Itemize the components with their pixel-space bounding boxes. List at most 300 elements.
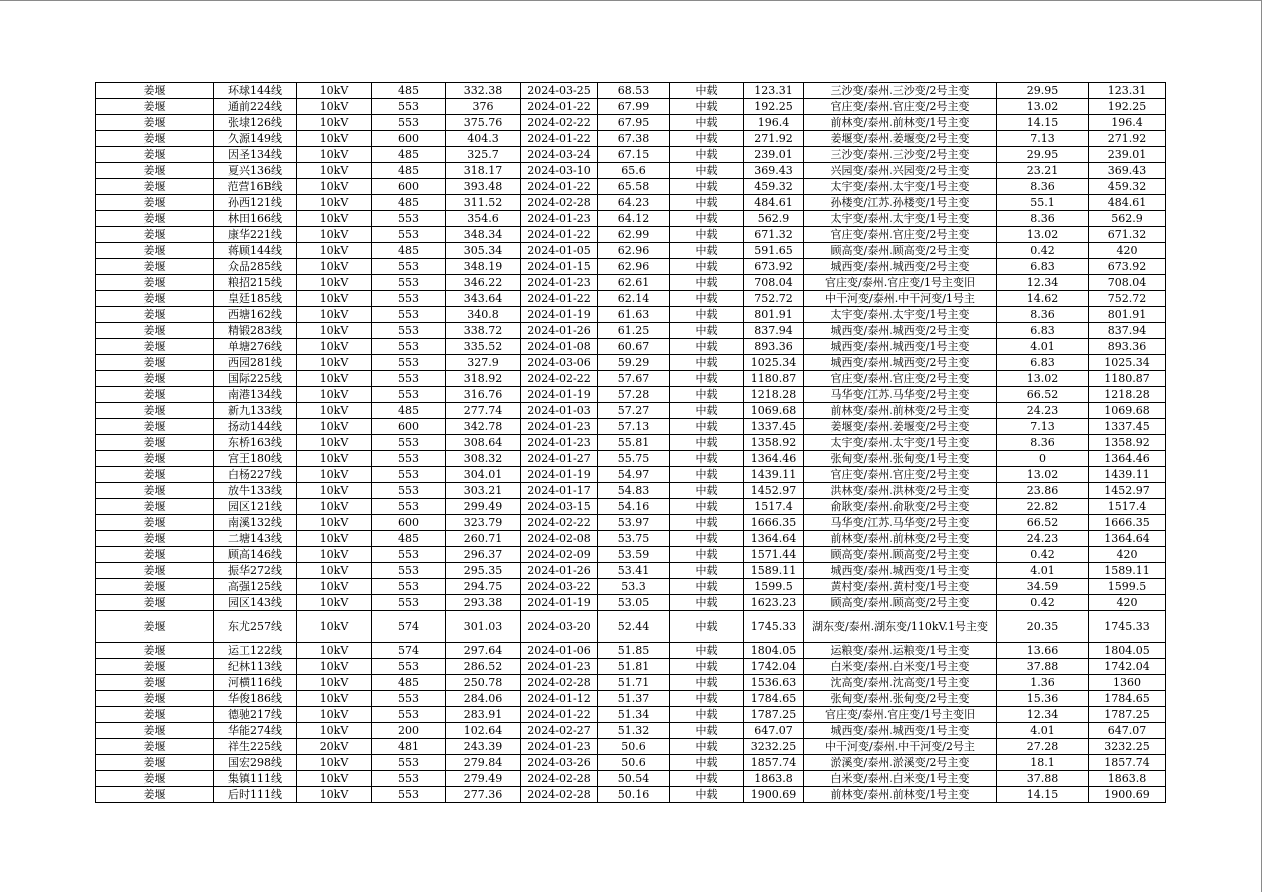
value-cell: 369.43	[744, 163, 804, 179]
area-cell: 姜堰	[96, 467, 214, 483]
max-current-cell: 283.91	[446, 707, 521, 723]
transformer-value-cell: 29.95	[997, 83, 1089, 99]
voltage-cell: 10kV	[297, 195, 372, 211]
feeder-name-cell: 东尤257线	[214, 611, 297, 643]
load-status-cell: 中载	[670, 547, 744, 563]
rated-current-cell: 553	[372, 595, 446, 611]
load-rate-cell: 53.05	[598, 595, 670, 611]
rated-current-cell: 553	[372, 707, 446, 723]
load-rate-cell: 62.14	[598, 291, 670, 307]
voltage-cell: 10kV	[297, 595, 372, 611]
area-cell: 姜堰	[96, 563, 214, 579]
load-rate-cell: 51.34	[598, 707, 670, 723]
table-row	[96, 787, 1166, 803]
max-current-cell: 316.76	[446, 387, 521, 403]
rated-current-cell: 553	[372, 467, 446, 483]
substation-transformer-cell: 城西变/泰州.城西变/2号主变	[804, 355, 997, 371]
substation-transformer-cell: 太宇变/泰州.太宇变/1号主变	[804, 307, 997, 323]
value-cell: 1745.33	[744, 611, 804, 643]
area-cell: 姜堰	[96, 755, 214, 771]
capacity-cell: 837.94	[1089, 323, 1166, 339]
substation-transformer-cell: 沈高变/泰州.沈高变/1号主变	[804, 675, 997, 691]
substation-transformer-cell: 前林变/泰州.前林变/1号主变	[804, 787, 997, 803]
table-row	[96, 659, 1166, 675]
voltage-cell: 10kV	[297, 771, 372, 787]
load-status-cell: 中载	[670, 339, 744, 355]
capacity-cell: 196.4	[1089, 115, 1166, 131]
value-cell: 1536.63	[744, 675, 804, 691]
value-cell: 1364.64	[744, 531, 804, 547]
max-current-cell: 296.37	[446, 547, 521, 563]
feeder-name-cell: 国宏298线	[214, 755, 297, 771]
feeder-name-cell: 宫王180线	[214, 451, 297, 467]
feeder-name-cell: 蒋顾144线	[214, 243, 297, 259]
voltage-cell: 10kV	[297, 291, 372, 307]
voltage-cell: 10kV	[297, 451, 372, 467]
rated-current-cell: 553	[372, 435, 446, 451]
rated-current-cell: 553	[372, 547, 446, 563]
feeder-name-cell: 华俊186线	[214, 691, 297, 707]
area-cell: 姜堰	[96, 115, 214, 131]
load-rate-cell: 54.83	[598, 483, 670, 499]
feeder-name-cell: 二塘143线	[214, 531, 297, 547]
load-status-cell: 中载	[670, 323, 744, 339]
load-status-cell: 中载	[670, 227, 744, 243]
date-cell: 2024-01-06	[521, 643, 598, 659]
load-rate-cell: 57.27	[598, 403, 670, 419]
rated-current-cell: 553	[372, 451, 446, 467]
value-cell: 893.36	[744, 339, 804, 355]
transformer-value-cell: 6.83	[997, 355, 1089, 371]
rated-current-cell: 485	[372, 163, 446, 179]
date-cell: 2024-03-25	[521, 83, 598, 99]
table-row	[96, 675, 1166, 691]
value-cell: 1623.23	[744, 595, 804, 611]
max-current-cell: 325.7	[446, 147, 521, 163]
voltage-cell: 10kV	[297, 483, 372, 499]
load-status-cell: 中载	[670, 419, 744, 435]
feeder-name-cell: 久源149线	[214, 131, 297, 147]
table-row	[96, 195, 1166, 211]
transformer-value-cell: 0	[997, 451, 1089, 467]
date-cell: 2024-01-26	[521, 323, 598, 339]
transformer-value-cell: 8.36	[997, 307, 1089, 323]
feeder-name-cell: 园区143线	[214, 595, 297, 611]
feeder-name-cell: 集镇111线	[214, 771, 297, 787]
feeder-name-cell: 因圣134线	[214, 147, 297, 163]
date-cell: 2024-01-26	[521, 563, 598, 579]
table-body	[96, 83, 1166, 803]
value-cell: 1589.11	[744, 563, 804, 579]
max-current-cell: 299.49	[446, 499, 521, 515]
load-status-cell: 中载	[670, 499, 744, 515]
table-row	[96, 691, 1166, 707]
table-row	[96, 643, 1166, 659]
area-cell: 姜堰	[96, 483, 214, 499]
date-cell: 2024-02-28	[521, 675, 598, 691]
feeder-name-cell: 通前224线	[214, 99, 297, 115]
max-current-cell: 348.19	[446, 259, 521, 275]
feeder-name-cell: 东桥163线	[214, 435, 297, 451]
feeder-name-cell: 南溪132线	[214, 515, 297, 531]
table-row	[96, 115, 1166, 131]
area-cell: 姜堰	[96, 723, 214, 739]
feeder-name-cell: 林田166线	[214, 211, 297, 227]
feeder-name-cell: 放牛133线	[214, 483, 297, 499]
feeder-load-table	[95, 82, 1166, 803]
load-status-cell: 中载	[670, 371, 744, 387]
area-cell: 姜堰	[96, 355, 214, 371]
value-cell: 1804.05	[744, 643, 804, 659]
capacity-cell: 484.61	[1089, 195, 1166, 211]
area-cell: 姜堰	[96, 531, 214, 547]
feeder-name-cell: 华能274线	[214, 723, 297, 739]
load-status-cell: 中载	[670, 275, 744, 291]
value-cell: 1787.25	[744, 707, 804, 723]
substation-transformer-cell: 太宇变/泰州.太宇变/1号主变	[804, 435, 997, 451]
substation-transformer-cell: 孙楼变/江苏.孙楼变/1号主变	[804, 195, 997, 211]
substation-transformer-cell: 太宇变/泰州.太宇变/1号主变	[804, 179, 997, 195]
table-row	[96, 131, 1166, 147]
load-status-cell: 中载	[670, 611, 744, 643]
capacity-cell: 562.9	[1089, 211, 1166, 227]
table-row	[96, 595, 1166, 611]
value-cell: 801.91	[744, 307, 804, 323]
area-cell: 姜堰	[96, 99, 214, 115]
load-status-cell: 中载	[670, 451, 744, 467]
table-row	[96, 355, 1166, 371]
rated-current-cell: 485	[372, 675, 446, 691]
load-rate-cell: 50.6	[598, 755, 670, 771]
value-cell: 1069.68	[744, 403, 804, 419]
area-cell: 姜堰	[96, 499, 214, 515]
voltage-cell: 10kV	[297, 787, 372, 803]
max-current-cell: 308.64	[446, 435, 521, 451]
table-row	[96, 707, 1166, 723]
value-cell: 1857.74	[744, 755, 804, 771]
capacity-cell: 1358.92	[1089, 435, 1166, 451]
substation-transformer-cell: 马华变/江苏.马华变/2号主变	[804, 515, 997, 531]
voltage-cell: 10kV	[297, 611, 372, 643]
rated-current-cell: 553	[372, 307, 446, 323]
rated-current-cell: 553	[372, 691, 446, 707]
area-cell: 姜堰	[96, 371, 214, 387]
load-rate-cell: 62.61	[598, 275, 670, 291]
value-cell: 591.65	[744, 243, 804, 259]
table-row	[96, 83, 1166, 99]
table-row	[96, 307, 1166, 323]
substation-transformer-cell: 官庄变/泰州.官庄变/1号主变旧	[804, 707, 997, 723]
area-cell: 姜堰	[96, 211, 214, 227]
load-status-cell: 中载	[670, 659, 744, 675]
voltage-cell: 10kV	[297, 531, 372, 547]
load-status-cell: 中载	[670, 435, 744, 451]
date-cell: 2024-02-22	[521, 371, 598, 387]
table-row	[96, 547, 1166, 563]
rated-current-cell: 485	[372, 531, 446, 547]
substation-transformer-cell: 淤溪变/泰州.淤溪变/2号主变	[804, 755, 997, 771]
capacity-cell: 1439.11	[1089, 467, 1166, 483]
feeder-name-cell: 高强125线	[214, 579, 297, 595]
value-cell: 647.07	[744, 723, 804, 739]
rated-current-cell: 553	[372, 99, 446, 115]
feeder-name-cell: 运工122线	[214, 643, 297, 659]
feeder-name-cell: 众品285线	[214, 259, 297, 275]
substation-transformer-cell: 洪林变/泰州.洪林变/2号主变	[804, 483, 997, 499]
max-current-cell: 323.79	[446, 515, 521, 531]
area-cell: 姜堰	[96, 739, 214, 755]
voltage-cell: 10kV	[297, 563, 372, 579]
voltage-cell: 10kV	[297, 147, 372, 163]
table-row	[96, 467, 1166, 483]
value-cell: 123.31	[744, 83, 804, 99]
capacity-cell: 420	[1089, 547, 1166, 563]
substation-transformer-cell: 城西变/泰州.城西变/1号主变	[804, 723, 997, 739]
table-row	[96, 579, 1166, 595]
rated-current-cell: 553	[372, 771, 446, 787]
load-status-cell: 中载	[670, 259, 744, 275]
date-cell: 2024-01-19	[521, 595, 598, 611]
area-cell: 姜堰	[96, 707, 214, 723]
rated-current-cell: 485	[372, 195, 446, 211]
load-rate-cell: 51.85	[598, 643, 670, 659]
transformer-value-cell: 29.95	[997, 147, 1089, 163]
voltage-cell: 10kV	[297, 419, 372, 435]
area-cell: 姜堰	[96, 83, 214, 99]
table-row	[96, 451, 1166, 467]
transformer-value-cell: 27.28	[997, 739, 1089, 755]
capacity-cell: 1589.11	[1089, 563, 1166, 579]
page-top-border	[0, 0, 1262, 1]
max-current-cell: 277.74	[446, 403, 521, 419]
area-cell: 姜堰	[96, 243, 214, 259]
transformer-value-cell: 0.42	[997, 547, 1089, 563]
load-rate-cell: 50.6	[598, 739, 670, 755]
transformer-value-cell: 55.1	[997, 195, 1089, 211]
date-cell: 2024-01-19	[521, 387, 598, 403]
feeder-name-cell: 粮招215线	[214, 275, 297, 291]
rated-current-cell: 600	[372, 419, 446, 435]
value-cell: 271.92	[744, 131, 804, 147]
area-cell: 姜堰	[96, 195, 214, 211]
capacity-cell: 1787.25	[1089, 707, 1166, 723]
max-current-cell: 318.92	[446, 371, 521, 387]
load-rate-cell: 67.15	[598, 147, 670, 163]
load-status-cell: 中载	[670, 163, 744, 179]
date-cell: 2024-01-22	[521, 707, 598, 723]
voltage-cell: 10kV	[297, 643, 372, 659]
value-cell: 1599.5	[744, 579, 804, 595]
load-status-cell: 中载	[670, 307, 744, 323]
value-cell: 1025.34	[744, 355, 804, 371]
max-current-cell: 304.01	[446, 467, 521, 483]
max-current-cell: 343.64	[446, 291, 521, 307]
table-row	[96, 275, 1166, 291]
voltage-cell: 10kV	[297, 227, 372, 243]
max-current-cell: 376	[446, 99, 521, 115]
area-cell: 姜堰	[96, 419, 214, 435]
area-cell: 姜堰	[96, 643, 214, 659]
load-rate-cell: 57.28	[598, 387, 670, 403]
rated-current-cell: 574	[372, 611, 446, 643]
transformer-value-cell: 8.36	[997, 435, 1089, 451]
transformer-value-cell: 18.1	[997, 755, 1089, 771]
voltage-cell: 10kV	[297, 659, 372, 675]
feeder-name-cell: 后时111线	[214, 787, 297, 803]
value-cell: 671.32	[744, 227, 804, 243]
load-rate-cell: 60.67	[598, 339, 670, 355]
area-cell: 姜堰	[96, 147, 214, 163]
date-cell: 2024-01-23	[521, 211, 598, 227]
transformer-value-cell: 13.02	[997, 371, 1089, 387]
value-cell: 708.04	[744, 275, 804, 291]
transformer-value-cell: 22.82	[997, 499, 1089, 515]
date-cell: 2024-03-15	[521, 499, 598, 515]
transformer-value-cell: 7.13	[997, 419, 1089, 435]
load-status-cell: 中载	[670, 787, 744, 803]
load-status-cell: 中载	[670, 691, 744, 707]
load-rate-cell: 57.67	[598, 371, 670, 387]
rated-current-cell: 200	[372, 723, 446, 739]
max-current-cell: 335.52	[446, 339, 521, 355]
voltage-cell: 10kV	[297, 83, 372, 99]
date-cell: 2024-01-08	[521, 339, 598, 355]
voltage-cell: 10kV	[297, 355, 372, 371]
rated-current-cell: 553	[372, 579, 446, 595]
voltage-cell: 10kV	[297, 515, 372, 531]
voltage-cell: 10kV	[297, 371, 372, 387]
date-cell: 2024-02-28	[521, 771, 598, 787]
substation-transformer-cell: 官庄变/泰州.官庄变/2号主变	[804, 371, 997, 387]
table-row	[96, 179, 1166, 195]
load-rate-cell: 57.13	[598, 419, 670, 435]
substation-transformer-cell: 白米变/泰州.白米变/1号主变	[804, 659, 997, 675]
load-status-cell: 中载	[670, 115, 744, 131]
max-current-cell: 286.52	[446, 659, 521, 675]
rated-current-cell: 553	[372, 291, 446, 307]
load-rate-cell: 53.3	[598, 579, 670, 595]
feeder-name-cell: 顾高146线	[214, 547, 297, 563]
load-status-cell: 中载	[670, 515, 744, 531]
date-cell: 2024-02-28	[521, 787, 598, 803]
table-row	[96, 435, 1166, 451]
rated-current-cell: 553	[372, 371, 446, 387]
area-cell: 姜堰	[96, 771, 214, 787]
substation-transformer-cell: 前林变/泰州.前林变/1号主变	[804, 115, 997, 131]
feeder-name-cell: 孙西121线	[214, 195, 297, 211]
area-cell: 姜堰	[96, 451, 214, 467]
max-current-cell: 243.39	[446, 739, 521, 755]
value-cell: 1358.92	[744, 435, 804, 451]
feeder-name-cell: 西塘162线	[214, 307, 297, 323]
capacity-cell: 420	[1089, 243, 1166, 259]
capacity-cell: 647.07	[1089, 723, 1166, 739]
max-current-cell: 277.36	[446, 787, 521, 803]
transformer-value-cell: 8.36	[997, 179, 1089, 195]
table-row	[96, 147, 1166, 163]
capacity-cell: 1666.35	[1089, 515, 1166, 531]
rated-current-cell: 553	[372, 659, 446, 675]
load-status-cell: 中载	[670, 403, 744, 419]
date-cell: 2024-01-22	[521, 131, 598, 147]
voltage-cell: 10kV	[297, 307, 372, 323]
max-current-cell: 342.78	[446, 419, 521, 435]
date-cell: 2024-01-12	[521, 691, 598, 707]
max-current-cell: 301.03	[446, 611, 521, 643]
rated-current-cell: 553	[372, 483, 446, 499]
substation-transformer-cell: 湖东变/泰州.湖东变/110kV.1号主变	[804, 611, 997, 643]
load-rate-cell: 53.75	[598, 531, 670, 547]
rated-current-cell: 600	[372, 515, 446, 531]
voltage-cell: 10kV	[297, 339, 372, 355]
load-status-cell: 中载	[670, 579, 744, 595]
rated-current-cell: 553	[372, 787, 446, 803]
transformer-value-cell: 23.86	[997, 483, 1089, 499]
table-row	[96, 403, 1166, 419]
voltage-cell: 10kV	[297, 211, 372, 227]
transformer-value-cell: 4.01	[997, 339, 1089, 355]
load-status-cell: 中载	[670, 387, 744, 403]
voltage-cell: 10kV	[297, 579, 372, 595]
transformer-value-cell: 12.34	[997, 707, 1089, 723]
capacity-cell: 420	[1089, 595, 1166, 611]
rated-current-cell: 485	[372, 83, 446, 99]
capacity-cell: 1900.69	[1089, 787, 1166, 803]
max-current-cell: 375.76	[446, 115, 521, 131]
date-cell: 2024-01-22	[521, 99, 598, 115]
date-cell: 2024-02-08	[521, 531, 598, 547]
capacity-cell: 1742.04	[1089, 659, 1166, 675]
capacity-cell: 1745.33	[1089, 611, 1166, 643]
substation-transformer-cell: 顾高变/泰州.顾高变/2号主变	[804, 243, 997, 259]
transformer-value-cell: 14.62	[997, 291, 1089, 307]
max-current-cell: 102.64	[446, 723, 521, 739]
max-current-cell: 346.22	[446, 275, 521, 291]
substation-transformer-cell: 太宇变/泰州.太宇变/1号主变	[804, 211, 997, 227]
feeder-name-cell: 德驰217线	[214, 707, 297, 723]
voltage-cell: 10kV	[297, 435, 372, 451]
capacity-cell: 1069.68	[1089, 403, 1166, 419]
area-cell: 姜堰	[96, 787, 214, 803]
rated-current-cell: 553	[372, 323, 446, 339]
voltage-cell: 10kV	[297, 163, 372, 179]
table-row	[96, 227, 1166, 243]
load-status-cell: 中载	[670, 675, 744, 691]
table-row	[96, 531, 1166, 547]
table-row	[96, 723, 1166, 739]
area-cell: 姜堰	[96, 179, 214, 195]
table-row	[96, 243, 1166, 259]
area-cell: 姜堰	[96, 387, 214, 403]
area-cell: 姜堰	[96, 275, 214, 291]
substation-transformer-cell: 马华变/江苏.马华变/2号主变	[804, 387, 997, 403]
voltage-cell: 10kV	[297, 675, 372, 691]
value-cell: 1900.69	[744, 787, 804, 803]
rated-current-cell: 553	[372, 275, 446, 291]
load-rate-cell: 67.38	[598, 131, 670, 147]
transformer-value-cell: 66.52	[997, 387, 1089, 403]
transformer-value-cell: 37.88	[997, 659, 1089, 675]
value-cell: 837.94	[744, 323, 804, 339]
load-status-cell: 中载	[670, 531, 744, 547]
area-cell: 姜堰	[96, 579, 214, 595]
rated-current-cell: 600	[372, 179, 446, 195]
load-status-cell: 中载	[670, 355, 744, 371]
date-cell: 2024-01-23	[521, 739, 598, 755]
value-cell: 1180.87	[744, 371, 804, 387]
value-cell: 673.92	[744, 259, 804, 275]
transformer-value-cell: 0.42	[997, 595, 1089, 611]
